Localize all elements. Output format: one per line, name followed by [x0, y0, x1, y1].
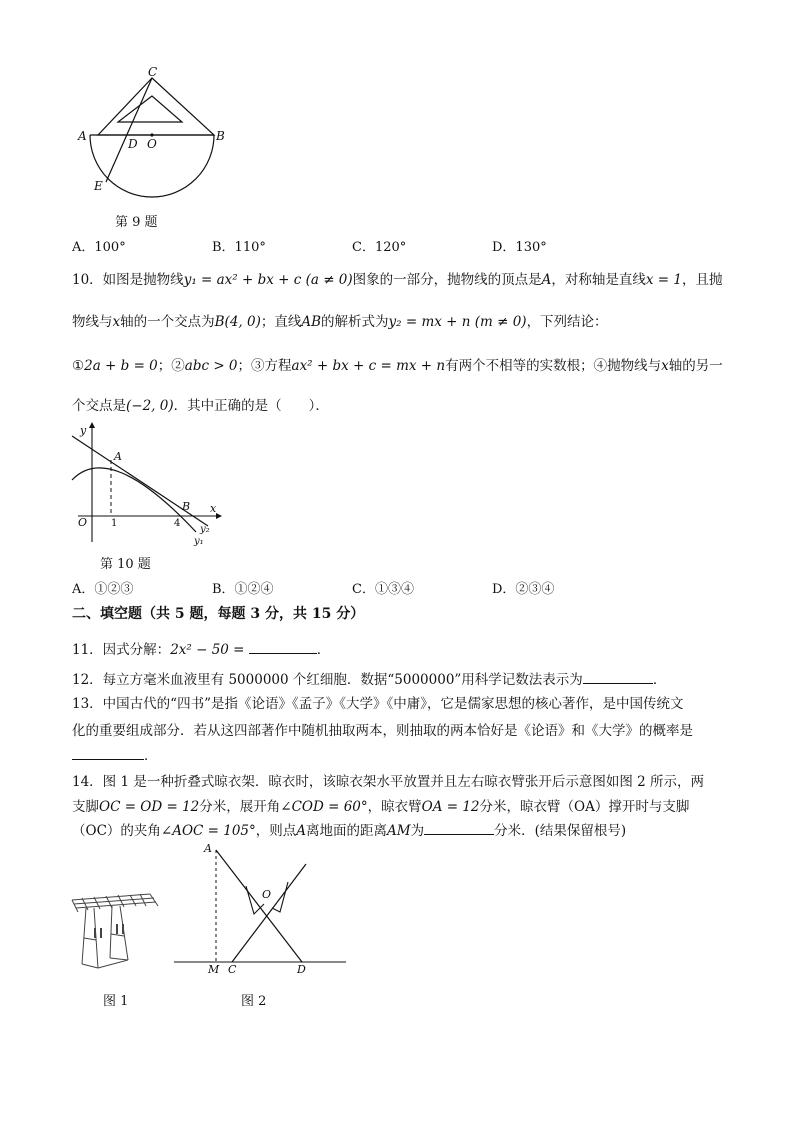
- q13-line-2: 化的重要组成部分．若从这四部著作中随机抽取两本，则抽取的两本恰好是《论语》和《大学》的概率是: [72, 723, 693, 739]
- q10-figure: [68, 420, 228, 550]
- q9-option-d[interactable]: D．130°: [492, 240, 547, 255]
- q10-label-4: 4: [174, 518, 181, 529]
- q14-line2-mid: 分米，展开角: [199, 799, 281, 815]
- q14-line3-end: 分米．(结果保留根号): [494, 823, 627, 839]
- q10-s1: ①: [72, 358, 85, 374]
- q10-option-a[interactable]: A．①②③: [72, 582, 134, 597]
- q10-axis-eq: x = 1: [645, 272, 683, 288]
- q10-label-x: x: [210, 502, 217, 515]
- q14-fig2-label-d: D: [297, 963, 306, 976]
- q10-label-a: A: [114, 450, 122, 463]
- q9-label-e: E: [94, 179, 103, 193]
- q10-line1-mid: 图象的一部分，抛物线的顶点是: [352, 272, 542, 288]
- q14-caption-2: 图 2: [241, 994, 267, 1009]
- q10-option-d[interactable]: D．②③④: [492, 582, 555, 597]
- q10-label-y1: y₁: [194, 536, 204, 547]
- q10-line2-end: ，下列结论：: [526, 314, 608, 330]
- q10-prefix: 10．如图是抛物线: [72, 272, 184, 288]
- q14-line3-mid: ，则点: [255, 823, 297, 839]
- q11-end: ．: [316, 642, 331, 658]
- q10-line4-point: (−2, 0): [126, 398, 174, 414]
- q10-option-c[interactable]: C．①③④: [352, 582, 414, 597]
- q10-line2-mid: 轴的一个交点为: [120, 314, 215, 330]
- q14-line-2: [72, 795, 689, 815]
- q10-line4-prefix: 个交点是: [72, 398, 126, 414]
- q10-line-2: [72, 310, 608, 330]
- q10-line2-mid3: 的解析式为: [321, 314, 389, 330]
- q10-line1-end: ，且抛: [682, 272, 723, 288]
- q14-line3-mid3: 为: [410, 823, 425, 839]
- section-2-title: 二、填空题（共 5 题，每题 3 分，共 15 分）: [72, 606, 365, 622]
- q14-oa: OA = 12: [421, 799, 480, 815]
- q10-f2: abc > 0: [184, 358, 238, 374]
- q14-fig2-label-o: O: [262, 888, 272, 901]
- q13-end: ．: [144, 748, 158, 764]
- q14-fig2-label-a: A: [204, 842, 212, 855]
- q14-line2-prefix: 支脚: [72, 799, 99, 815]
- q10-label-y2: y₂: [200, 524, 210, 535]
- q10-vertex: A: [541, 272, 552, 288]
- q10-line-formula: y₂ = mx + n (m ≠ 0): [388, 314, 527, 330]
- q10-line-ab: AB: [301, 314, 322, 330]
- q10-s3: ；③方程: [237, 358, 292, 374]
- q14-line-1: 14．图 1 是一种折叠式晾衣架．晾衣时，该晾衣架水平放置并且左右晾衣臂张开后示意图如图 2 所示，两: [72, 774, 705, 790]
- q14-line3-a: A: [296, 823, 307, 839]
- q10-line4-end: ．其中正确的是（ ）．: [173, 398, 329, 414]
- q10-line-3: [72, 354, 723, 374]
- q14-caption-1: 图 1: [103, 994, 129, 1009]
- q11-formula: 2x² − 50 =: [170, 642, 245, 658]
- q9-label-d: D: [128, 137, 138, 151]
- q11-answer-blank[interactable]: [249, 639, 317, 654]
- q14-figure-2: [170, 838, 350, 978]
- q9-label-c: C: [148, 65, 158, 79]
- q10-label-o: O: [78, 516, 88, 529]
- q10-line2-mid2: ；直线: [260, 314, 302, 330]
- q9-option-a[interactable]: A．100°: [72, 240, 126, 255]
- q9-caption: 第 9 题: [115, 215, 158, 230]
- q11-prefix: 11．因式分解：: [72, 642, 171, 658]
- q14-line-3: [72, 819, 626, 839]
- q10-x-var: x: [112, 314, 121, 330]
- q10-s5: 轴的另一: [668, 358, 723, 374]
- q14-line3-prefix: （OC）的夹角: [72, 823, 161, 839]
- q9-label-a: A: [78, 129, 87, 143]
- q10-line-4: [72, 394, 329, 414]
- q10-line2-prefix: 物线与: [72, 314, 113, 330]
- q10-x: x: [661, 358, 669, 374]
- q14-line3-mid2: 离地面的距离: [306, 823, 388, 839]
- q13-answer-blank[interactable]: [72, 745, 144, 760]
- q14-f2: ∠COD = 60°: [280, 799, 368, 815]
- q10-f3: ax² + bx + c = mx + n: [291, 358, 446, 374]
- q12-line: [72, 668, 666, 688]
- q14-f1: OC = OD = 12: [99, 799, 200, 815]
- q10-f1: 2a + b = 0: [84, 358, 158, 374]
- q14-answer-blank[interactable]: [424, 820, 494, 835]
- q9-figure: [70, 60, 230, 200]
- q10-point-b: B(4, 0): [214, 314, 261, 330]
- q9-option-b[interactable]: B．110°: [212, 240, 266, 255]
- q13-line-1: 13．中国古代的“四书”是指《论语》《孟子》《大学》《中庸》，它是儒家思想的核心著作，是中国传统文: [72, 696, 684, 712]
- q14-line2-end: 分米，晾衣臂（OA）撑开时与支脚: [479, 799, 690, 815]
- q12-text: 12．每立方毫米血液里有 5000000 个红细胞．数据“5000000”用科学记数法表示为: [72, 672, 583, 688]
- q10-s2: ；②: [157, 358, 185, 374]
- q10-label-y: y: [80, 424, 87, 437]
- q10-line-1: [72, 268, 723, 288]
- q10-line1-suffix: ，对称轴是直线: [551, 272, 646, 288]
- q9-label-b: B: [216, 129, 225, 143]
- q12-answer-blank[interactable]: [583, 669, 653, 684]
- q10-label-1: 1: [111, 518, 118, 529]
- q14-line3-f: ∠AOC = 105°: [160, 823, 256, 839]
- q11-line: [72, 638, 330, 658]
- q13-line-3: [72, 744, 158, 764]
- q14-fig2-label-m: M: [208, 963, 220, 976]
- q10-s4: 有两个不相等的实数根；④抛物线与: [445, 358, 662, 374]
- q10-caption: 第 10 题: [100, 557, 151, 572]
- q10-label-b: B: [182, 500, 191, 513]
- q9-label-o: O: [147, 137, 157, 151]
- q14-line2-mid2: ，晾衣臂: [367, 799, 422, 815]
- q9-option-c[interactable]: C．120°: [352, 240, 407, 255]
- q10-option-b[interactable]: B．①②④: [212, 582, 274, 597]
- q14-figure-1-rack: [70, 888, 162, 976]
- q10-parabola-formula: y₁ = ax² + bx + c (a ≠ 0): [183, 272, 353, 288]
- q12-end: ．: [652, 672, 667, 688]
- q14-line3-am: AM: [387, 823, 411, 839]
- q14-fig2-label-c: C: [228, 963, 237, 976]
